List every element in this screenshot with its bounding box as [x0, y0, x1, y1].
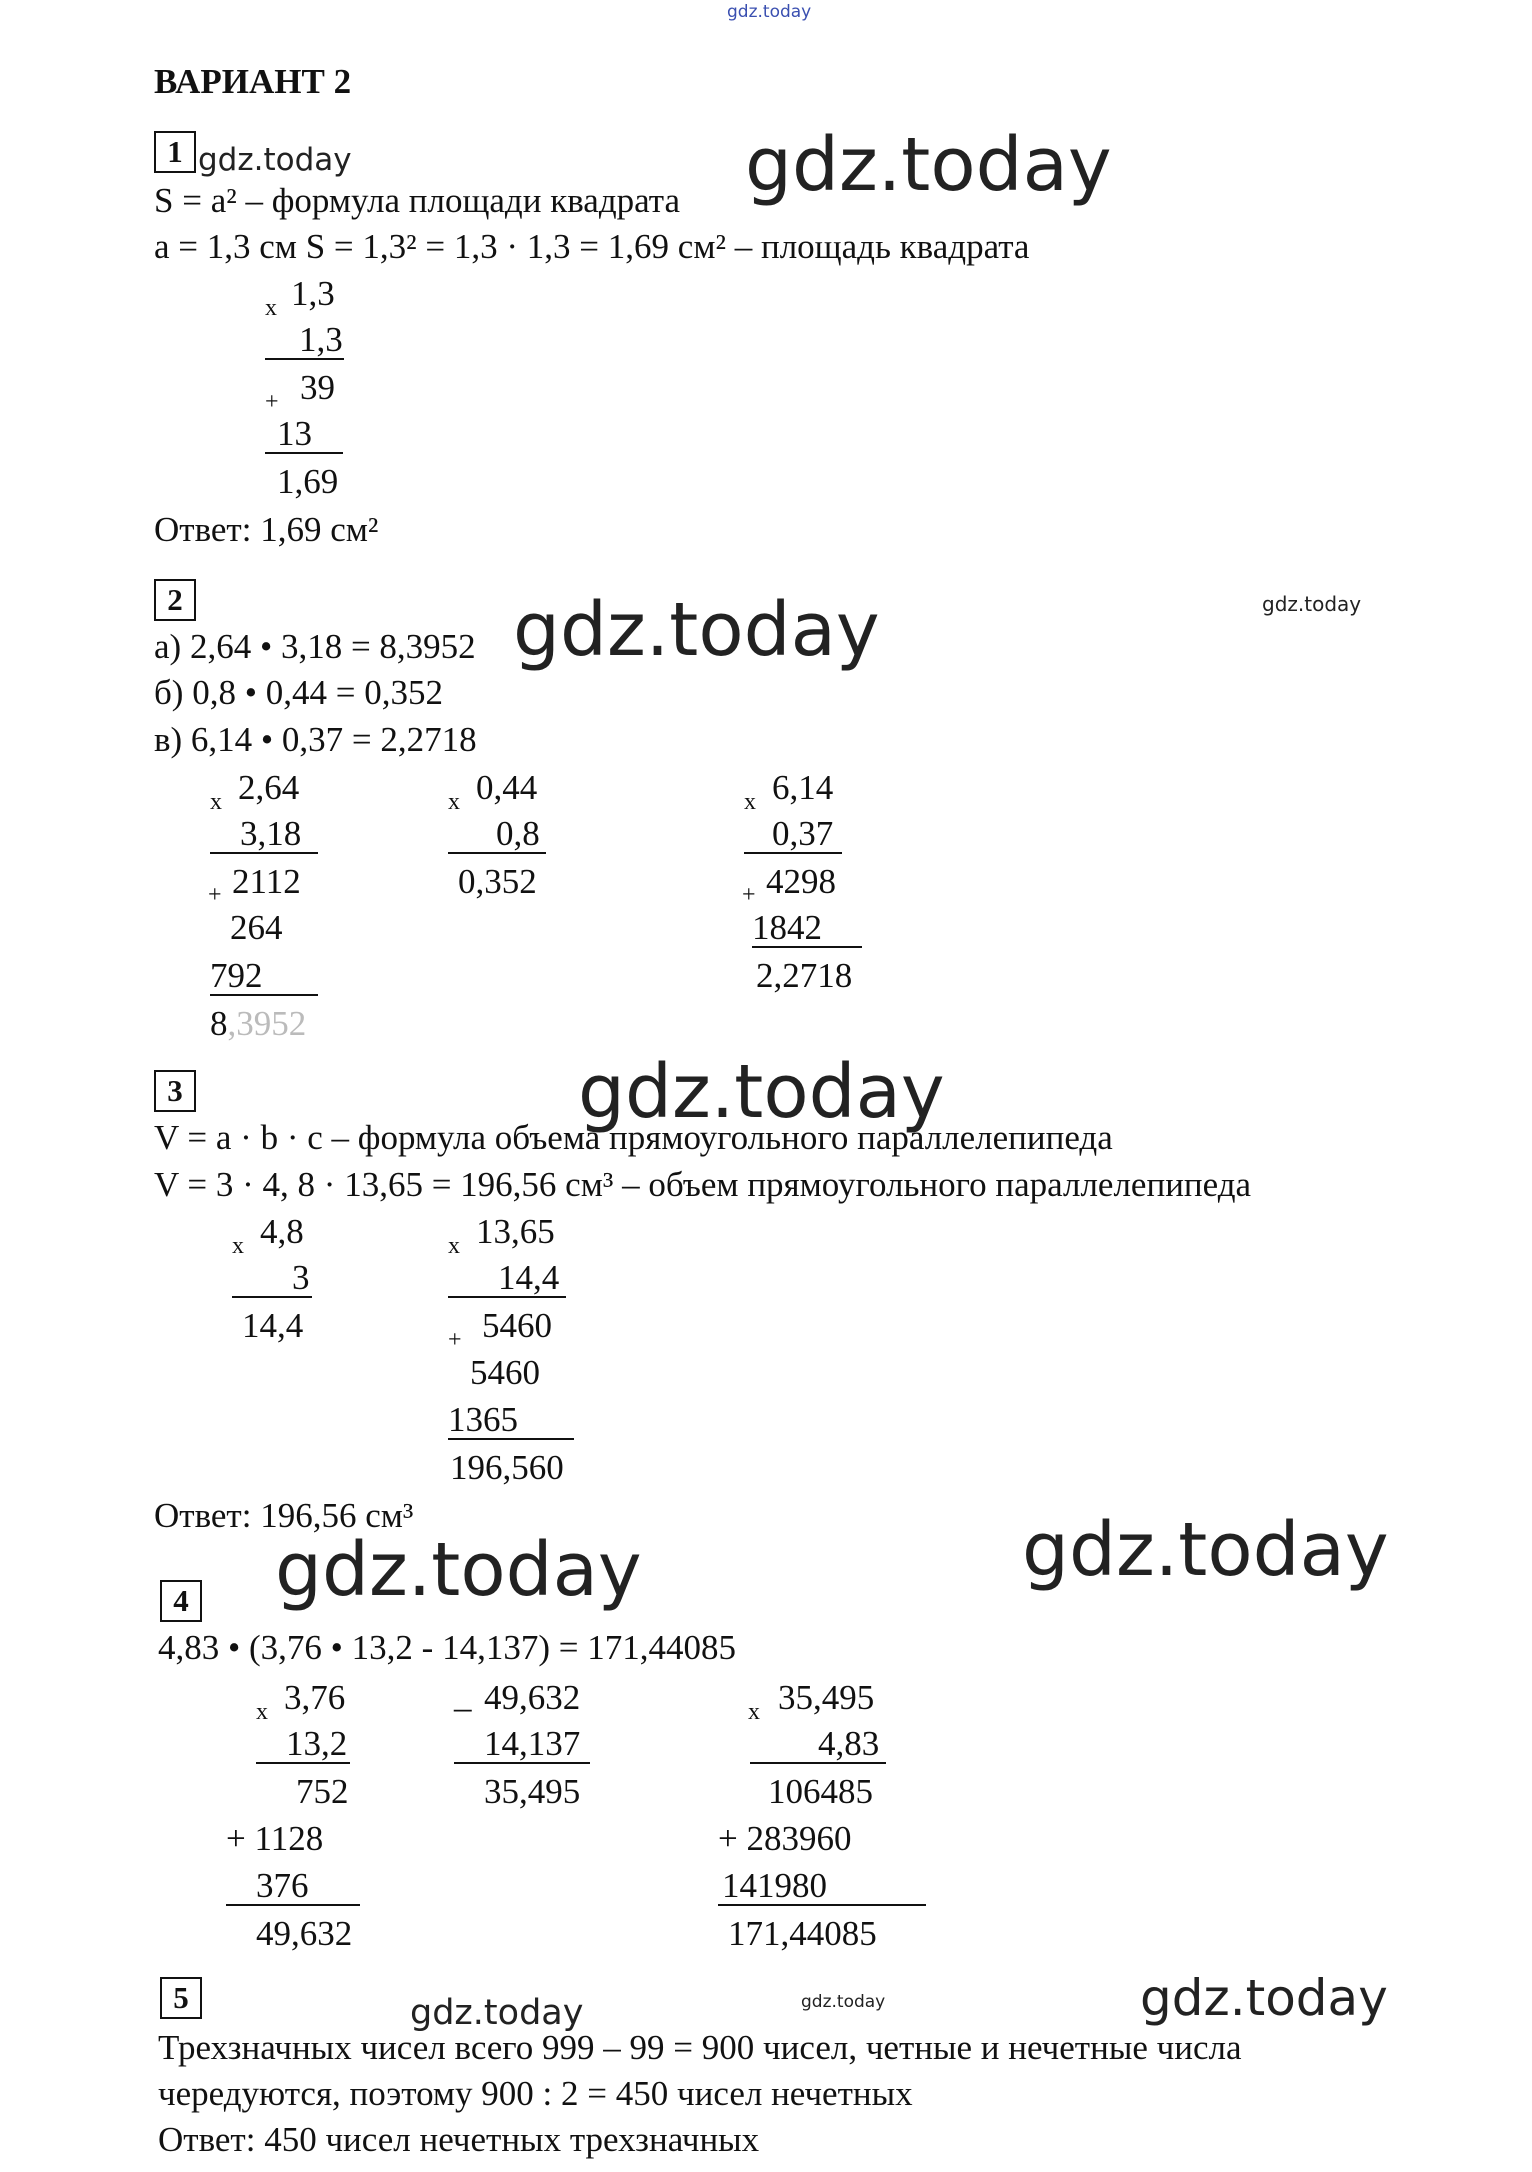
calc-operand: 0,8: [448, 816, 546, 854]
calc-partial: 5460: [482, 1306, 552, 1345]
multiply-sign: х: [448, 789, 460, 815]
multiply-sign: х: [232, 1233, 244, 1259]
task-2c: в) 6,14 • 0,37 = 2,2718: [154, 720, 477, 759]
task-2a: а) 2,64 • 3,18 = 8,3952: [154, 627, 476, 666]
calc-operand: 14,4: [448, 1260, 566, 1298]
watermark-large: gdz.today: [513, 587, 880, 673]
plus-sign: +: [448, 1327, 462, 1353]
multiply-sign: х: [748, 1699, 760, 1725]
calc-operand: 0,37: [744, 816, 842, 854]
calc-partial: 792: [210, 958, 318, 996]
calc-operand: 13,65: [476, 1212, 555, 1251]
calc-result: 1,69: [277, 462, 339, 501]
task-1-number: 1: [154, 131, 196, 173]
watermark-large: gdz.today: [745, 122, 1112, 208]
task-3-number: 3: [154, 1070, 196, 1112]
task-2-number: 2: [154, 579, 196, 621]
task-5-line1: Трехзначных чисел всего 999 – 99 = 900 чисел, четные и нечетные числа: [158, 2028, 1242, 2067]
calc-operand: 3: [232, 1260, 312, 1298]
calc-operand: 1,3: [291, 274, 335, 313]
calc-result: 0,352: [458, 862, 537, 901]
multiply-sign: х: [256, 1699, 268, 1725]
calc-operand: 2,64: [238, 768, 300, 807]
multiply-sign: х: [448, 1233, 460, 1259]
calc-partial: 141980: [718, 1868, 926, 1906]
calc-operand: 6,14: [772, 768, 834, 807]
calc-partial: + 1128: [226, 1819, 324, 1858]
top-watermark: gdz.today: [727, 2, 812, 22]
calc-partial: 264: [230, 908, 283, 947]
task-1-answer: Ответ: 1,69 см²: [154, 510, 379, 549]
task-5-number: 5: [160, 1977, 202, 2019]
watermark-medium: gdz.today: [1140, 1969, 1388, 2027]
task-1-formula: S = a² – формула площади квадрата: [154, 181, 681, 220]
calc-partial: + 283960: [718, 1819, 852, 1858]
calc-result: 14,4: [242, 1306, 304, 1345]
calc-operand: 14,137: [454, 1726, 590, 1764]
plus-sign: +: [208, 882, 222, 908]
calc-partial: 2112: [232, 862, 301, 901]
calc-result: 49,632: [256, 1914, 353, 1953]
watermark-small: gdz.today: [410, 1993, 584, 2033]
task-3-answer: Ответ: 196,56 см³: [154, 1496, 414, 1535]
task-5-answer: Ответ: 450 чисел нечетных трехзначных: [158, 2120, 760, 2159]
calc-partial: 1365: [448, 1402, 574, 1440]
watermark-large: gdz.today: [1022, 1507, 1389, 1593]
task-1-solution: a = 1,3 см S = 1,3² = 1,3 · 1,3 = 1,69 см² – площадь квадрата: [154, 227, 1030, 266]
calc-result: 8: [210, 1004, 228, 1043]
watermark-small: gdz.today: [801, 1992, 886, 2012]
calc-partial: 376: [226, 1868, 360, 1906]
calc-result: 2,2718: [756, 956, 853, 995]
calc-operand: 4,8: [260, 1212, 304, 1251]
calc-operand: 0,44: [476, 768, 538, 807]
multiply-sign: х: [744, 789, 756, 815]
plus-sign: +: [265, 389, 279, 415]
watermark-small: gdz.today: [198, 142, 352, 178]
task-2b: б) 0,8 • 0,44 = 0,352: [154, 673, 443, 712]
calc-partial: 13: [265, 416, 343, 454]
watermark-small: gdz.today: [1262, 592, 1362, 616]
watermark-large: gdz.today: [275, 1527, 642, 1613]
calc-operand: 13,2: [256, 1726, 350, 1764]
task-4-expression: 4,83 • (3,76 • 13,2 - 14,137) = 171,44085: [158, 1628, 736, 1667]
task-3-formula: V = a · b · c – формула объема прямоугольного параллелепипеда: [154, 1118, 1113, 1157]
calc-operand: 3,76: [284, 1678, 346, 1717]
calc-result: 196,560: [450, 1448, 564, 1487]
task-3-solution: V = 3 · 4, 8 · 13,65 = 196,56 см³ – объем прямоугольного параллелепипеда: [154, 1165, 1252, 1204]
calc-partial: 39: [300, 368, 335, 407]
multiply-sign: х: [210, 789, 222, 815]
variant-title: ВАРИАНТ 2: [154, 62, 352, 101]
calc-operand: 3,18: [210, 816, 318, 854]
watermark-large: gdz.today: [578, 1049, 945, 1135]
calc-result: 35,495: [484, 1772, 581, 1811]
task-4-number: 4: [160, 1580, 202, 1622]
calc-partial: 1842: [752, 910, 862, 948]
calc-operand: 49,632: [484, 1678, 581, 1717]
multiply-sign: х: [265, 295, 277, 321]
calc-partial: 106485: [768, 1772, 873, 1811]
calc-operand: 4,83: [750, 1726, 886, 1764]
calc-partial: 5460: [470, 1353, 540, 1392]
calc-operand: 1,3: [265, 322, 344, 360]
calc-operand: 35,495: [778, 1678, 875, 1717]
calc-partial: 4298: [766, 862, 836, 901]
task-5-line2: чередуются, поэтому 900 : 2 = 450 чисел нечетных: [158, 2074, 913, 2113]
calc-result-faded: ,3952: [227, 1004, 307, 1043]
calc-partial: 752: [296, 1772, 349, 1811]
minus-sign: _: [454, 1676, 472, 1715]
calc-result: 171,44085: [728, 1914, 877, 1953]
plus-sign: +: [742, 882, 756, 908]
